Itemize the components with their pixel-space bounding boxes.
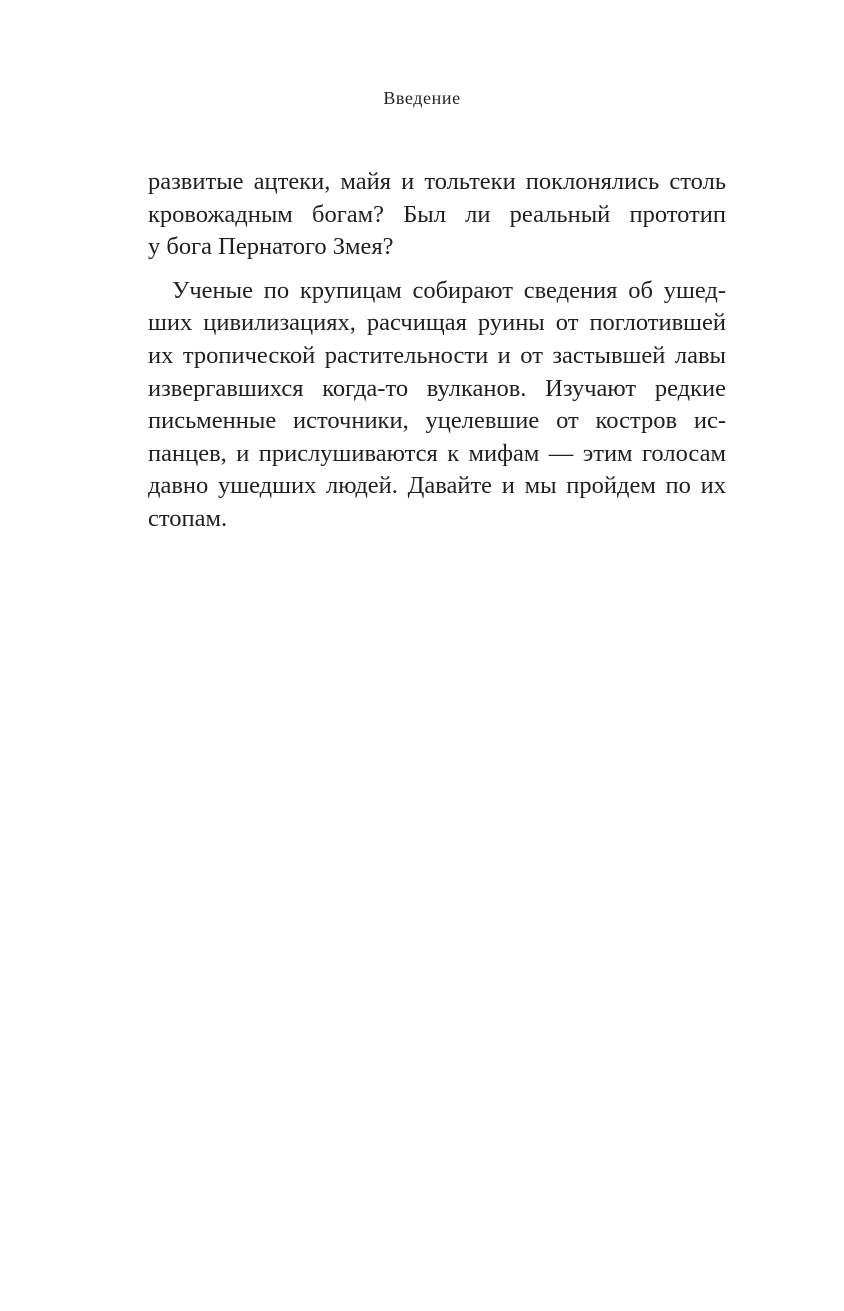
text-line: развитые ацтеки, майя и тольтеки поклонялись столь	[148, 168, 726, 195]
paragraph-gap	[148, 264, 726, 275]
text-line: давно ушедших людей. Давайте и мы пройдем по их	[148, 472, 726, 500]
paragraph	[148, 275, 726, 536]
body-text	[148, 166, 726, 536]
text-line: панцев, и прислушиваются к мифам — этим голосам	[148, 439, 726, 467]
paragraph	[148, 166, 726, 264]
text-line: кровожадным богам? Был ли реальный прототип	[148, 200, 726, 228]
text-line: у бога Пернатого Змея?	[148, 233, 394, 261]
running-head: Введение	[383, 88, 461, 108]
text-line: их тропической растительности и от застывшей лавы	[148, 341, 726, 369]
text-line: письменные источники, уцелевшие от костров ис-	[148, 407, 726, 435]
text-line: ших цивилизациях, расчищая руины от поглотившей	[148, 309, 726, 337]
text-line: Ученые по крупицам собирают сведения об ушед-	[172, 276, 726, 304]
text-line: извергавшихся когда-то вулканов. Изучают редкие	[148, 374, 726, 402]
text-line: стопам.	[148, 504, 228, 532]
